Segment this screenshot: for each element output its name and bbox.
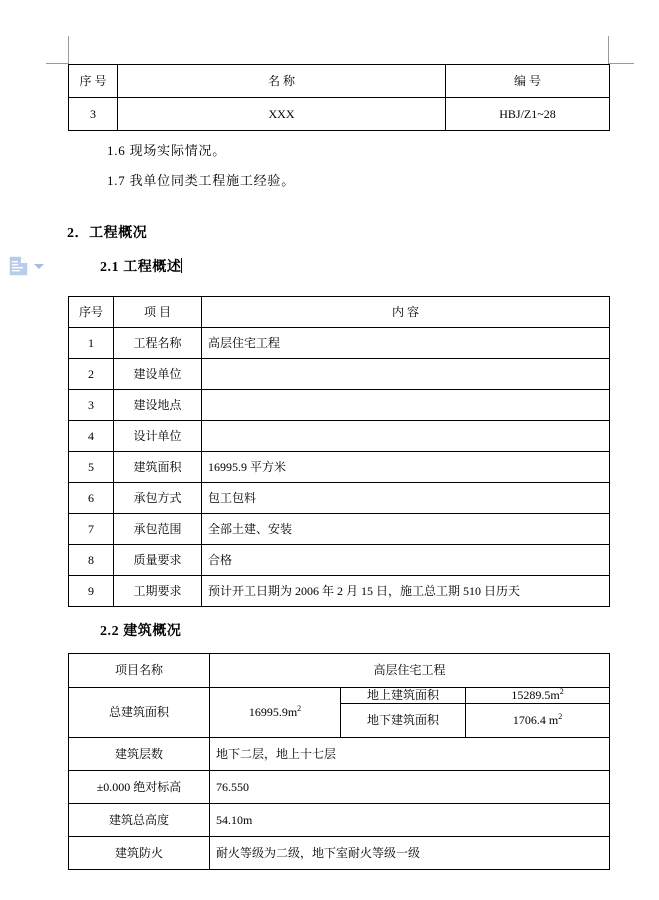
cell-elevation-value: 76.550 [210,771,610,804]
above-area-number: 15289.5m [511,688,560,702]
cell-content: 16995.9 平方米 [202,452,610,483]
header-cell-no: 序 号 [69,65,118,98]
cell-item: 质量要求 [114,545,202,576]
heading-section-2-2: 2.2 建筑概况 [100,624,182,639]
cell-item: 建设地点 [114,390,202,421]
cell-content: 包工包料 [202,483,610,514]
table-building-overview [68,653,610,870]
above-area-unit-superscript: 2 [559,687,564,696]
chevron-down-icon[interactable] [34,264,44,269]
cell-code: HBJ/Z1~28 [446,98,610,131]
cell-content [202,390,610,421]
cell-no: 3 [69,98,118,131]
table-row [69,98,610,131]
total-area-number: 16995.9m [248,705,298,719]
cell-no: 7 [69,514,114,545]
header-cell-no: 序号 [69,297,114,328]
text-cursor [181,258,182,273]
cell-floors-value: 地下二层，地上十七层 [210,738,610,771]
table-row [69,576,610,607]
margin-guide-top-right-vertical [608,36,609,64]
header-cell-item: 项 目 [114,297,202,328]
table-project-overview [68,296,610,607]
heading-section-2: 2．工程概况 [67,226,148,241]
header-cell-content: 内 容 [202,297,610,328]
cell-fire-label: 建筑防火 [69,837,210,870]
table-row-floors [69,738,610,771]
cell-above-value [466,688,610,704]
cell-project-value: 高层住宅工程 [210,654,610,688]
cell-content: 合格 [202,545,610,576]
cell-floors-label: 建筑层数 [69,738,210,771]
cell-item: 建筑面积 [114,452,202,483]
table-row [69,390,610,421]
cell-item: 工程名称 [114,328,202,359]
cell-height-value: 54.10m [210,804,610,837]
table-header-row [69,65,610,98]
table-row [69,545,610,576]
cell-content [202,359,610,390]
cell-below-label: 地下建筑面积 [341,704,466,738]
table-row [69,328,610,359]
cell-item: 承包方式 [114,483,202,514]
cell-no: 3 [69,390,114,421]
cell-content [202,421,610,452]
heading-section-2-1 [100,256,182,276]
cell-name: XXX [118,98,446,131]
cell-no: 9 [69,576,114,607]
cell-no: 4 [69,421,114,452]
margin-guide-top-right-horizontal [608,63,634,64]
cell-content: 全部土建、安装 [202,514,610,545]
paste-options-smart-tag[interactable] [8,255,46,277]
table-row-project-name [69,654,610,688]
table-row [69,421,610,452]
cell-below-value [466,704,610,738]
table-document-list [68,64,610,131]
table-row [69,452,610,483]
cell-item: 建设单位 [114,359,202,390]
cell-fire-value: 耐火等级为二级，地下室耐火等级一级 [210,837,610,870]
cell-content: 预计开工日期为 2006 年 2 月 15 日，施工总工期 510 日历天 [202,576,610,607]
cell-project-label: 项目名称 [69,654,210,688]
heading-section-2-1-label: 2.1 工程概述 [100,260,182,275]
cell-total-area-label: 总建筑面积 [69,688,210,738]
margin-guide-top-left-horizontal [46,63,69,64]
document-paste-options-icon[interactable] [8,255,30,277]
cell-item: 承包范围 [114,514,202,545]
cell-above-label: 地上建筑面积 [341,688,466,704]
cell-no: 6 [69,483,114,514]
cell-no: 5 [69,452,114,483]
cell-content: 高层住宅工程 [202,328,610,359]
cell-no: 2 [69,359,114,390]
paragraph-item-1-6: 1.6 现场实际情况。 [107,143,227,158]
total-area-unit-superscript: 2 [297,704,302,713]
table-row-elevation [69,771,610,804]
header-cell-name: 名 称 [118,65,446,98]
cell-height-label: 建筑总高度 [69,804,210,837]
cell-no: 1 [69,328,114,359]
cell-total-area-value [210,688,341,738]
table-header-row [69,297,610,328]
cell-no: 8 [69,545,114,576]
below-area-number: 1706.4 m [512,713,559,727]
table-row [69,483,610,514]
cell-item: 设计单位 [114,421,202,452]
table-row-fire-protection [69,837,610,870]
cell-elevation-label: ±0.000 绝对标高 [69,771,210,804]
margin-guide-top-left-vertical [68,36,69,64]
header-cell-code: 编 号 [446,65,610,98]
table-row-above-ground-area [69,688,610,704]
table-row [69,514,610,545]
table-row [69,359,610,390]
cell-item: 工期要求 [114,576,202,607]
table-row-height [69,804,610,837]
paragraph-item-1-7: 1.7 我单位同类工程施工经验。 [107,173,295,188]
below-area-unit-superscript: 2 [558,712,563,721]
